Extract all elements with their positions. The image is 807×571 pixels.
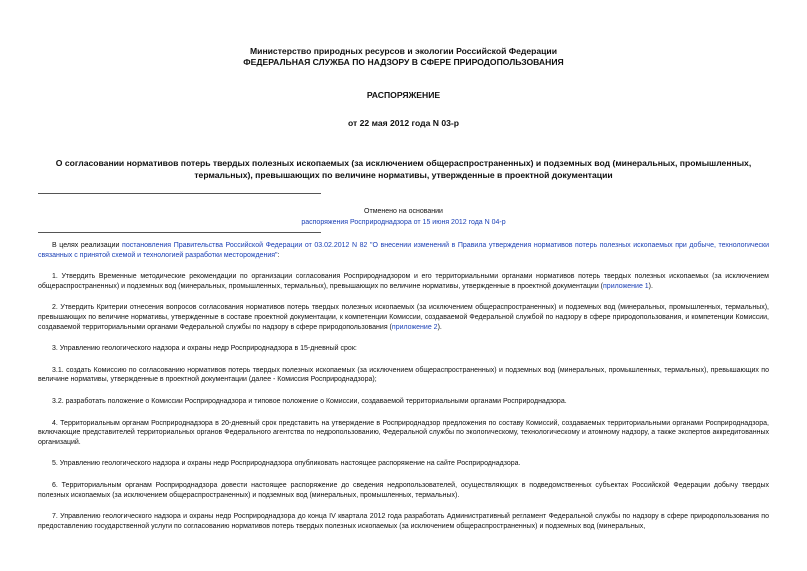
ministry-name: Министерство природных ресурсов и экологии Российской Федерации — [250, 46, 557, 56]
paragraph-1-text: 1. Утвердить Временные методические рекомендации по организации согласования Росприроднадзором и его территориальными органами нормативов потерь твердых полезных ископаемых (за исключением общераспространенных) и подземных вод (минеральных, промышленных, термальных), превышающих по величине нормативы, утвержденные в проектной документации ( — [38, 273, 769, 290]
document-body — [38, 241, 769, 543]
paragraph-3-1: 3.1. создать Комиссию по согласованию нормативов потерь твердых полезных ископаемых (за исключением общераспространенных) и подземных вод (минеральных, промышленных, термальных), превышающих по величине нормативы, утвержденные в проектной документации (далее - Комиссия Росприроднадзора); — [38, 366, 769, 384]
paragraph-5: 5. Управлению геологического надзора и охраны недр Росприроднадзора опубликовать настоящее распоряжение на сайте Росприроднадзора. — [52, 460, 521, 468]
paragraph-3-2: 3.2. разработать положение о Комиссии Росприроднадзора и типовое положение о Комиссии, создаваемой территориальными органами Росприроднадзора. — [52, 397, 567, 405]
divider-bottom — [38, 232, 321, 233]
paragraph-6: 6. Территориальным органам Росприроднадзора довести настоящее распоряжение до сведения недропользователей, осуществляющих в подведомственных субъектах Российской Федерации добычу твердых полезных ископаемых (за исключением общераспространенных) и подземных вод (минеральных, промышленных, термальных). — [38, 481, 769, 499]
appendix-1-link[interactable]: приложение 1 — [603, 282, 649, 290]
government-decree-link[interactable]: постановления Правительства Российской Федерации от 03.02.2012 N 82 "О внесении изменений в Правила утверждения нормативов потерь полезных ископаемых при добыче, технологически связанных с принятой схемой и технологией разработки месторождения" — [38, 242, 769, 259]
cancellation-link[interactable]: распоряжения Росприроднадзора от 15 июня 2012 года N 04-р — [301, 219, 506, 226]
paragraph-intro — [38, 241, 769, 260]
paragraph-2-end: ). — [437, 323, 442, 331]
divider-top — [38, 193, 321, 194]
appendix-2-link[interactable]: приложение 2 — [391, 323, 438, 331]
paragraph-3: 3. Управлению геологического надзора и охраны недр Росприроднадзора в 15-дневный срок: — [52, 345, 357, 353]
paragraph-2-text: 2. Утвердить Критерии отнесения вопросов согласования нормативов потерь твердых полезных ископаемых (за исключением общераспространенных) и подземных вод (минеральных, промышленных, термальных), превышающих по величине нормативы, утвержденные в составе проектной документации, к компетенции Комиссии, создаваемой Федеральной службой по надзору в сфере природопользования, и компетенции Комиссии, создаваемой территориальными органами Федеральной службы по надзору в сфере природопользования ( — [38, 304, 769, 331]
cancellation-note — [0, 206, 807, 228]
document-date-number: от 22 мая 2012 года N 03-р — [348, 118, 459, 128]
document-header — [0, 46, 807, 68]
intro-end: : — [277, 251, 280, 259]
document-title: О согласовании нормативов потерь твердых полезных ископаемых (за исключением общераспространенных) и подземных вод (минеральных, промышленных, термальных), превышающих по величине нормативы, утвержденные в проектной документации — [55, 158, 752, 180]
service-name: ФЕДЕРАЛЬНАЯ СЛУЖБА ПО НАДЗОРУ В СФЕРЕ ПРИРОДОПОЛЬЗОВАНИЯ — [243, 57, 564, 67]
paragraph-4: 4. Территориальным органам Росприроднадзора в 20-дневный срок представить на утверждение в Росприроднадзор предложения по составу Комиссий, создаваемых территориальными органами Росприроднадзора, включающие представителей территориальных органов Федерального агентства по недропользованию, Федеральной службы по экологическому, технологическому и атомному надзору, а также экспертов аккредитованных организаций. — [38, 419, 769, 446]
document-type: РАСПОРЯЖЕНИЕ — [366, 90, 441, 100]
paragraph-1 — [38, 272, 769, 291]
paragraph-7: 7. Управлению геологического надзора и охраны недр Росприроднадзора до конца IV квартала 2012 года разработать Административный регламент Федеральной службы по надзору в сфере природопользования по предоставлению государственной услуги по согласованию нормативов потерь твердых полезных ископаемых (за исключением общераспространенных) и подземных вод (минеральных, — [38, 513, 769, 530]
paragraph-1-end: ). — [648, 282, 653, 290]
paragraph-2 — [38, 303, 769, 332]
intro-text: В целях реализации — [52, 242, 123, 249]
cancellation-label: Отменено на основании — [364, 208, 443, 215]
